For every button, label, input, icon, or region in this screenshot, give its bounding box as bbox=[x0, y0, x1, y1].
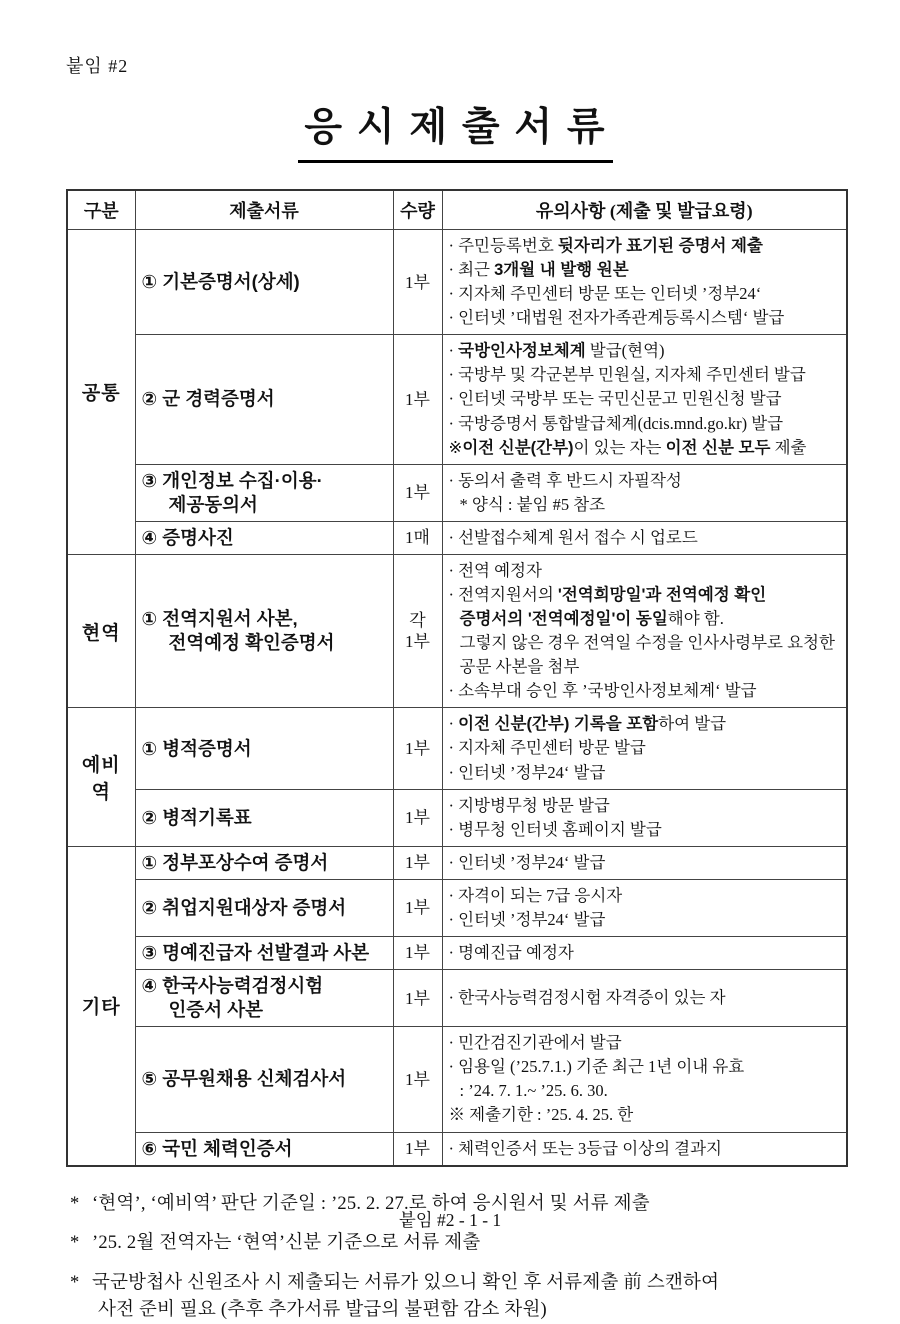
table-row bbox=[67, 335, 847, 464]
note-line: · 인터넷 국방부 또는 국민신문고 민원신청 발급 bbox=[448, 389, 782, 409]
document-name-line: ① 전역지원서 사본, bbox=[141, 608, 298, 630]
table-row bbox=[67, 789, 847, 846]
quantity-cell bbox=[393, 335, 442, 464]
notes-cell bbox=[442, 789, 847, 846]
quantity-cell bbox=[393, 846, 442, 879]
quantity-line: 1부 bbox=[405, 988, 430, 1008]
note-line: · 전역 예정자 bbox=[448, 560, 542, 580]
note-line: · 주민등록번호 뒷자리가 표기된 증명서 제출 bbox=[448, 236, 763, 255]
footnote-line: ‘현역’, ‘예비역’ 판단 기준일 : ’25. 2. 27.로 하여 응시원서 및 서류 제출 bbox=[92, 1193, 650, 1214]
title-wrap bbox=[66, 96, 845, 163]
quantity-cell bbox=[393, 230, 442, 335]
footnote-item bbox=[66, 1230, 856, 1257]
note-line: · 인터넷 ’정부24‘ 발급 bbox=[448, 909, 606, 929]
note-line: · 민간검진기관에서 발급 bbox=[448, 1033, 622, 1053]
quantity-cell bbox=[393, 789, 442, 846]
document-name-line: ④ 증명사진 bbox=[141, 526, 234, 548]
footnote-marker: * bbox=[70, 1273, 80, 1294]
group-label: 기타 bbox=[67, 846, 135, 1165]
quantity-cell bbox=[393, 464, 442, 521]
footnote-marker: * bbox=[70, 1193, 80, 1214]
note-line: · 동의서 출력 후 반드시 자필작성 bbox=[448, 470, 682, 490]
document-name-line: ③ 개인정보 수집·이용· bbox=[141, 469, 323, 491]
document-name-line: ③ 명예진급자 선발결과 사본 bbox=[141, 942, 370, 964]
quantity-line: 1부 bbox=[405, 632, 430, 652]
attachment-label: 붙임 #2 bbox=[66, 56, 129, 76]
note-line: · 명예진급 예정자 bbox=[448, 943, 574, 963]
note-line: · 국방인사정보체계 발급(현역) bbox=[448, 341, 665, 361]
footnote-line: ’25. 2월 전역자는 ‘현역’신분 기준으로 서류 제출 bbox=[92, 1233, 481, 1254]
note-line: · 병무청 인터넷 홈페이지 발급 bbox=[448, 819, 662, 839]
note-line: · 인터넷 ’정부24‘ 발급 bbox=[448, 762, 606, 782]
table-row bbox=[67, 1027, 847, 1132]
group-label: 예비역 bbox=[67, 708, 135, 846]
document-name-line: 제공동의서 bbox=[168, 493, 258, 515]
page-title: 응 시 제 출 서 류 bbox=[298, 96, 612, 163]
quantity-cell bbox=[393, 937, 442, 970]
note-line: · 지자체 주민센터 방문 발급 bbox=[448, 738, 646, 758]
note-line: ※이전 신분(간부)이 있는 자는 이전 신분 모두 제출 bbox=[448, 437, 807, 457]
document-name-line: ② 군 경력증명서 bbox=[141, 388, 275, 410]
note-line: · 지방병무청 방문 발급 bbox=[448, 795, 610, 815]
table-body bbox=[67, 230, 847, 1166]
document-name-cell bbox=[135, 230, 393, 335]
column-header-documents: 제출서류 bbox=[135, 190, 393, 230]
quantity-line: 1부 bbox=[405, 808, 430, 828]
footnote-line: 국군방첩사 신원조사 시 제출되는 서류가 있으니 확인 후 서류제출 前 스캔하여 bbox=[92, 1273, 720, 1294]
quantity-line: 각 bbox=[409, 610, 426, 630]
document-name-line: ② 병적기록표 bbox=[141, 806, 252, 828]
note-line: 공문 사본을 첨부 bbox=[459, 657, 580, 677]
quantity-line: 1부 bbox=[405, 1069, 430, 1089]
quantity-cell bbox=[393, 521, 442, 554]
note-line: · 국방부 및 각군본부 민원실, 지자체 주민센터 발급 bbox=[448, 365, 806, 385]
notes-cell bbox=[442, 230, 847, 335]
document-name-cell bbox=[135, 1132, 393, 1166]
quantity-cell bbox=[393, 970, 442, 1027]
footnote-line: 사전 준비 필요 (추후 추가서류 발급의 불편함 감소 차원) bbox=[98, 1300, 547, 1321]
quantity-line: 1부 bbox=[405, 943, 430, 963]
notes-cell bbox=[442, 521, 847, 554]
document-name-cell bbox=[135, 970, 393, 1027]
column-header-notes: 유의사항 (제출 및 발급요령) bbox=[442, 190, 847, 230]
document-name-line: ① 병적증명서 bbox=[141, 737, 252, 759]
document-name-line: ⑤ 공무원채용 신체검사서 bbox=[141, 1068, 347, 1090]
notes-cell bbox=[442, 937, 847, 970]
table-row bbox=[67, 554, 847, 707]
quantity-line: 1부 bbox=[405, 1138, 430, 1158]
note-line: · 체력인증서 또는 3등급 이상의 결과지 bbox=[448, 1138, 722, 1158]
quantity-cell bbox=[393, 554, 442, 707]
quantity-cell bbox=[393, 1027, 442, 1132]
table-row bbox=[67, 846, 847, 879]
note-line: · 국방증명서 통합발급체계(dcis.mnd.go.kr) 발급 bbox=[448, 413, 784, 433]
document-name-cell bbox=[135, 789, 393, 846]
table-header-row bbox=[67, 190, 847, 230]
document-name-cell bbox=[135, 708, 393, 789]
quantity-line: 1부 bbox=[405, 738, 430, 758]
note-line: · 인터넷 ’정부24‘ 발급 bbox=[448, 852, 606, 872]
notes-cell bbox=[442, 1027, 847, 1132]
notes-cell bbox=[442, 970, 847, 1027]
document-name-line: ④ 한국사능력검정시험 bbox=[141, 975, 324, 997]
documents-table bbox=[66, 189, 848, 1167]
document-name-line: ① 기본증명서(상세) bbox=[141, 271, 300, 293]
note-line: ※ 제출기한 : ’25. 4. 25. 한 bbox=[448, 1105, 634, 1125]
footnote-text bbox=[92, 1270, 719, 1324]
document-name-cell bbox=[135, 335, 393, 464]
note-line: · 자격이 되는 7급 응시자 bbox=[448, 885, 623, 905]
notes-cell bbox=[442, 464, 847, 521]
note-line: · 한국사능력검정시험 자격증이 있는 자 bbox=[448, 988, 726, 1008]
table-row bbox=[67, 708, 847, 789]
note-line: · 이전 신분(간부) 기록을 포함하여 발급 bbox=[448, 714, 727, 734]
notes-cell bbox=[442, 879, 847, 936]
footnote-marker: * bbox=[70, 1233, 80, 1254]
notes-cell bbox=[442, 846, 847, 879]
quantity-line: 1부 bbox=[405, 389, 430, 409]
notes-cell bbox=[442, 708, 847, 789]
table-row bbox=[67, 521, 847, 554]
document-name-cell bbox=[135, 464, 393, 521]
column-header-category: 구분 bbox=[67, 190, 135, 230]
document-name-line: ⑥ 국민 체력인증서 bbox=[141, 1137, 293, 1159]
note-line: · 선발접수체계 원서 접수 시 업로드 bbox=[448, 527, 698, 547]
document-name-line: 인증서 사본 bbox=[168, 999, 263, 1021]
group-label: 공통 bbox=[67, 230, 135, 555]
note-line: 증명서의 '전역예정일'이 동일해야 함. bbox=[459, 609, 724, 629]
note-line: · 전역지원서의 '전역희망일'과 전역예정 확인 bbox=[448, 585, 767, 605]
quantity-line: 1부 bbox=[405, 898, 430, 918]
footnote-item bbox=[66, 1270, 856, 1324]
document-name-cell bbox=[135, 554, 393, 707]
document-name-line: ② 취업지원대상자 증명서 bbox=[141, 896, 347, 918]
note-line: · 임용일 (’25.7.1.) 기준 최근 1년 이내 유효 bbox=[448, 1057, 745, 1077]
table-row bbox=[67, 464, 847, 521]
document-name-cell bbox=[135, 521, 393, 554]
quantity-line: 1매 bbox=[405, 528, 430, 548]
page-number: 붙임 #2 - 1 - 1 bbox=[398, 1210, 502, 1230]
table-row bbox=[67, 230, 847, 335]
group-label: 현역 bbox=[67, 554, 135, 707]
note-line: * 양식 : 붙임 #5 참조 bbox=[459, 494, 606, 514]
quantity-cell bbox=[393, 879, 442, 936]
table-row bbox=[67, 879, 847, 936]
quantity-cell bbox=[393, 708, 442, 789]
footnote-text bbox=[92, 1230, 480, 1257]
note-line: · 소속부대 승인 후 ’국방인사정보체계‘ 발급 bbox=[448, 681, 757, 701]
quantity-cell bbox=[393, 1132, 442, 1166]
notes-cell bbox=[442, 335, 847, 464]
quantity-line: 1부 bbox=[405, 853, 430, 873]
table-row bbox=[67, 970, 847, 1027]
document-name-line: ① 정부포상수여 증명서 bbox=[141, 851, 329, 873]
document-name-line: 전역예정 확인증명서 bbox=[168, 632, 335, 654]
document-name-cell bbox=[135, 1027, 393, 1132]
document-name-cell bbox=[135, 937, 393, 970]
notes-cell bbox=[442, 554, 847, 707]
document-name-cell bbox=[135, 879, 393, 936]
note-line: · 지자체 주민센터 방문 또는 인터넷 ’정부24‘ bbox=[448, 284, 762, 304]
note-line: 그렇지 않은 경우 전역일 수정을 인사사령부로 요청한 bbox=[459, 633, 835, 653]
quantity-line: 1부 bbox=[405, 272, 430, 292]
table-row bbox=[67, 937, 847, 970]
note-line: · 인터넷 ’대법원 전자가족관계등록시스템‘ 발급 bbox=[448, 308, 785, 328]
column-header-quantity: 수량 bbox=[393, 190, 442, 230]
table-row bbox=[67, 1132, 847, 1166]
notes-cell bbox=[442, 1132, 847, 1166]
document-name-cell bbox=[135, 846, 393, 879]
note-line: : ’24. 7. 1.~ ’25. 6. 30. bbox=[459, 1081, 608, 1101]
note-line: · 최근 3개월 내 발행 원본 bbox=[448, 260, 629, 280]
quantity-line: 1부 bbox=[405, 483, 430, 503]
